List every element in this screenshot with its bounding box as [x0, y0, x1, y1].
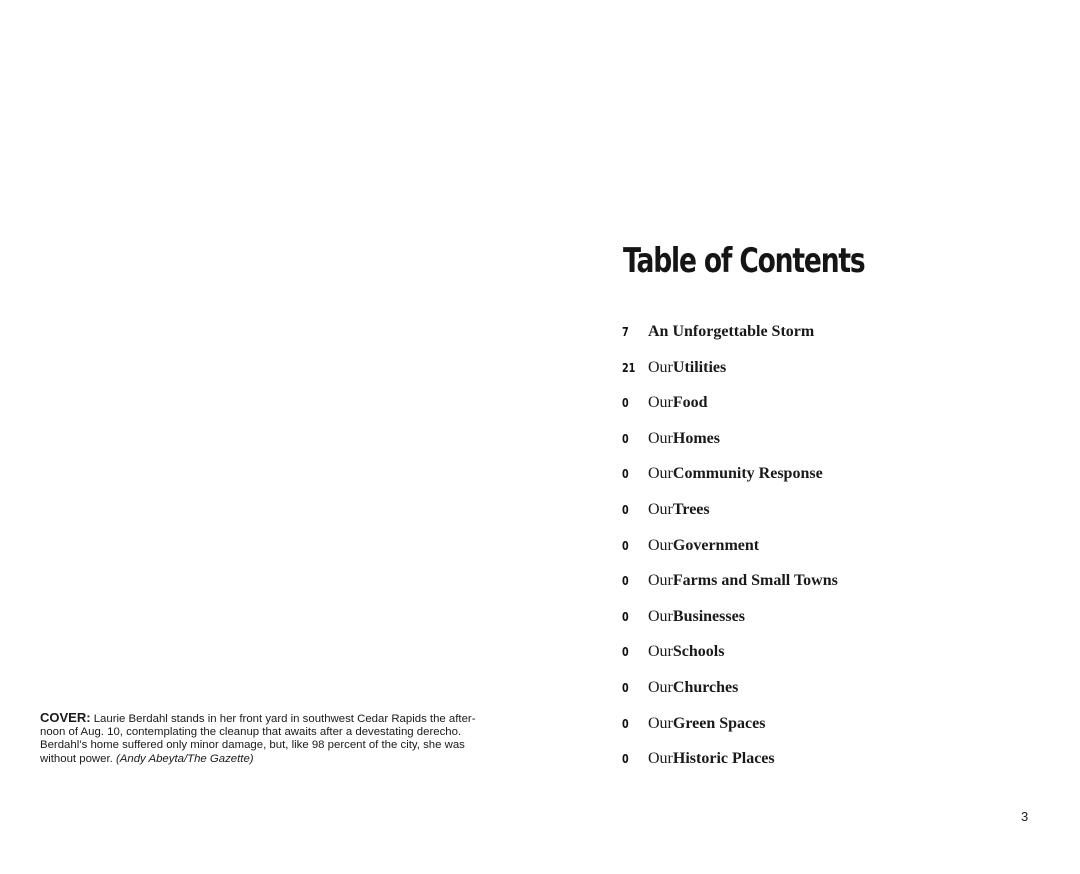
toc-page-number: 0: [622, 752, 629, 767]
toc-page-number: 0: [622, 431, 629, 446]
toc-item[interactable]: [622, 715, 838, 751]
photo-credit: (Andy Abeyta/The Gazette): [115, 752, 254, 765]
toc-item[interactable]: [622, 323, 838, 359]
toc-page-number: 0: [622, 574, 629, 589]
toc-page-number: 0: [622, 645, 629, 660]
toc-prefix: Our: [648, 536, 673, 554]
toc-prefix: Our: [648, 358, 673, 376]
toc-item[interactable]: [622, 750, 838, 786]
toc-section-title: Churches: [672, 678, 739, 696]
toc-title: Table of Contents: [623, 241, 865, 281]
caption-label: COVER:: [40, 710, 91, 725]
toc-item[interactable]: [622, 608, 838, 644]
cover-caption: [40, 711, 540, 766]
toc-page-number: 7: [622, 325, 629, 339]
toc-page-number: 0: [622, 502, 629, 517]
toc-prefix: Our: [648, 607, 673, 625]
toc-prefix: Our: [648, 394, 673, 412]
toc-page-number: 21: [622, 360, 636, 375]
toc-page-number: 0: [622, 396, 629, 411]
toc-page-number: 0: [622, 538, 629, 553]
toc-prefix: Our: [648, 678, 673, 696]
toc-section-title: Community Response: [672, 465, 823, 483]
toc-prefix: Our: [648, 429, 673, 447]
toc-section-title: Homes: [672, 429, 720, 447]
caption-line-1: Laurie Berdahl stands in her front yard in southwest Cedar Rapids the after-: [90, 713, 476, 725]
toc-section-title: Historic Places: [672, 750, 775, 768]
toc-item[interactable]: [622, 572, 838, 608]
toc-section-title: Trees: [672, 500, 710, 518]
toc-prefix: Our: [648, 643, 673, 661]
caption-line-4: without power.: [40, 752, 116, 765]
toc-section-title: Food: [672, 394, 708, 412]
toc-prefix: Our: [648, 750, 673, 768]
toc-section-title: An Unforgettable Storm: [648, 323, 815, 340]
toc-page-number: 0: [622, 467, 629, 482]
toc-item[interactable]: [622, 465, 838, 501]
toc-section-title: Government: [672, 536, 760, 554]
toc-section-title: Farms and Small Towns: [672, 572, 838, 590]
toc-page-number: 0: [622, 716, 629, 731]
toc-prefix: Our: [648, 465, 673, 483]
toc-page-number: 0: [622, 680, 629, 695]
page-number: 3: [1021, 809, 1029, 824]
toc-section-title: Schools: [672, 643, 725, 661]
caption-line-3: Berdahl’s home suffered only minor damage, but, like 98 percent of the city, she was: [40, 739, 465, 752]
toc-section-title: Green Spaces: [672, 714, 766, 732]
toc-item[interactable]: [622, 430, 838, 466]
toc-section-title: Businesses: [672, 607, 745, 625]
toc-item[interactable]: [622, 501, 838, 537]
toc-item[interactable]: [622, 394, 838, 430]
toc-item[interactable]: [622, 537, 838, 573]
toc-item[interactable]: [622, 643, 838, 679]
toc-prefix: Our: [648, 714, 673, 732]
toc-prefix: Our: [648, 572, 673, 590]
toc-page-number: 0: [622, 609, 629, 624]
toc-prefix: Our: [648, 500, 673, 518]
caption-line-2: noon of Aug. 10, contemplating the cleanup that awaits after a devestating derecho.: [40, 726, 462, 739]
toc-list: [622, 323, 838, 786]
toc-item[interactable]: [622, 359, 838, 395]
toc-item[interactable]: [622, 679, 838, 715]
toc-section-title: Utilities: [672, 358, 727, 376]
